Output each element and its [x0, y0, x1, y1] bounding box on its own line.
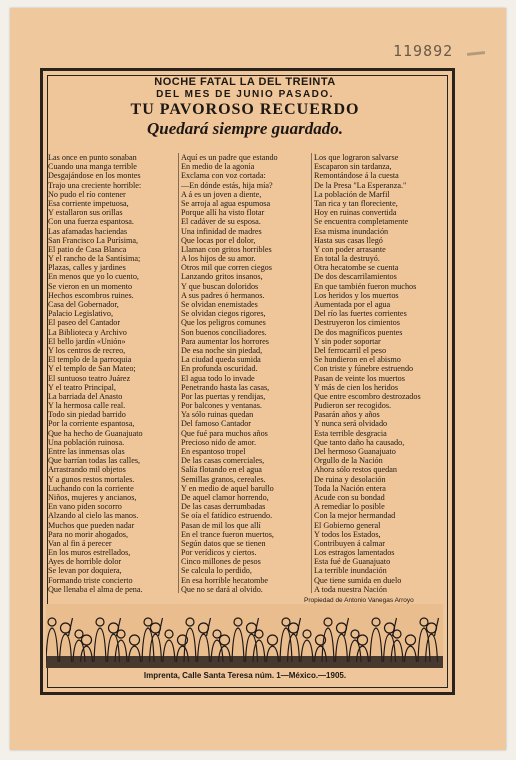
- verse-line: El templo de la parroquia: [48, 355, 132, 365]
- verse-line: El bello jardín «Unión»: [48, 336, 126, 346]
- verse-line: La población de Marfil: [314, 189, 390, 199]
- verse-line: Formando triste concierto: [48, 575, 133, 585]
- verse-line: Acude con su bondad: [314, 492, 385, 502]
- verse-line: Que entre escombro destrozados: [314, 391, 421, 401]
- verse-column-2: [181, 153, 307, 594]
- verse-line: En que también fueron muchos: [314, 281, 417, 291]
- verse-line: En menos que yo lo cuento,: [48, 272, 139, 282]
- verse-line: Pasan de veinte los muertos: [314, 373, 405, 383]
- title-block: [46, 76, 444, 146]
- verse-line: Con triste y fúnebre estruendo: [314, 364, 414, 374]
- verse-line: La Biblioteca y Archivo: [48, 327, 127, 337]
- verse-line: El cadáver de su esposa.: [181, 217, 261, 227]
- verse-line: Que barrían todas las calles,: [48, 456, 141, 466]
- verse-line: De dos magníficos puentes: [314, 327, 403, 337]
- verse-line: Toda la Nación entera: [314, 483, 386, 493]
- verse-line: Salía flotando en el agua: [181, 465, 262, 475]
- verse-line: Hasta sus casas llegó: [314, 235, 383, 245]
- verse-line: Se vieron en un momento: [48, 281, 133, 291]
- verse-line: Se hundieron en el abismo: [314, 355, 401, 365]
- verse-line: Pudieron ser recogidos.: [314, 401, 392, 411]
- imprint-footer: Imprenta, Calle Santa Teresa núm. 1—México.—1905.: [143, 671, 347, 680]
- verse-line: Se olvidan enemistades: [181, 300, 258, 309]
- verse-line: Son buenos conciliadores.: [181, 327, 267, 337]
- verse-line: En vano piden socorro: [48, 502, 122, 512]
- verse-line: Hechos escombros ruines.: [48, 290, 134, 300]
- verse-line: Por la corriente espantosa,: [48, 419, 135, 429]
- verse-line: Luchando con la corriente: [48, 483, 134, 493]
- verse-line: Y que buscan doloridos: [181, 281, 259, 291]
- verse-line: Llaman con gritos horribles: [181, 244, 272, 254]
- verse-line: Se calcula lo perdido,: [181, 566, 252, 576]
- verse-line: Ya sólo ruinas quedan: [181, 410, 254, 420]
- verse-line: Las once en punto sonaban: [48, 153, 137, 162]
- verse-line: Los que lograron salvarse: [314, 153, 399, 162]
- verse-line: Del río las fuertes corrientes: [314, 309, 407, 319]
- verse-line: Se oía el fatídico estruendo.: [181, 511, 273, 521]
- verse-line: Pasan de mil los que allí: [181, 520, 261, 530]
- verse-line: Para aumentar los horrores: [181, 336, 269, 346]
- verse-line: Porque allí ha visto flotar: [181, 208, 265, 218]
- verse-line: Muchos que pueden nadar: [48, 520, 135, 530]
- verse-line: Penetrando hasta las casas,: [181, 382, 270, 392]
- verse-line: Por verídicos y ciertos.: [181, 548, 257, 558]
- verse-line: El paseo del Cantador: [48, 318, 121, 328]
- verse-line: Alzando al cielo las manos.: [48, 511, 139, 521]
- verse-line: Y el teatro Principal,: [48, 382, 116, 392]
- verse-line: Cuando una manga terrible: [48, 162, 137, 172]
- verse-line: De aquel clamor horrendo,: [181, 492, 269, 502]
- verse-line: De esa noche sin piedad,: [181, 345, 263, 355]
- verse-line: La barriada del Anasto: [48, 391, 123, 401]
- verse-line: Ahora sólo restos quedan: [314, 465, 397, 475]
- verse-line: Esa misma inundación: [314, 226, 389, 236]
- verse-line: Pasarán años y años: [314, 410, 380, 420]
- verse-line: Esta terrible desgracia: [314, 428, 387, 438]
- column-divider: [178, 153, 179, 593]
- verse-line: Que tiene sumida en duelo: [314, 575, 402, 585]
- verse-line: Y con poder arrasante: [314, 244, 386, 254]
- verse-line: A toda nuestra Nación: [314, 584, 387, 594]
- verse-line: A remediar lo posible: [314, 502, 385, 512]
- verse-line: Por balcones y ventanas.: [181, 401, 262, 411]
- verse-line: Por las puertas y rendijas,: [181, 391, 266, 401]
- verse-line: Aumentada por el agua: [314, 300, 391, 309]
- verse-line: Y sin poder soportar: [314, 336, 381, 346]
- title-line-4: Quedará siempre guardado.: [147, 119, 343, 138]
- verse-line: Y en medio de aquel barullo: [181, 483, 274, 493]
- catalog-number: 119892: [393, 42, 454, 60]
- verse-line: Y estallaron sus orillas: [48, 208, 123, 218]
- verse-line: Palacio Legislativo,: [48, 309, 114, 319]
- verse-line: Tan rica y tan floreciente,: [314, 198, 398, 208]
- verse-line: Del hermoso Guanajuato: [314, 447, 396, 456]
- verse-line: Se encuentra completamente: [314, 217, 409, 227]
- verse-line: Esta fué de Guanajuato: [314, 557, 391, 567]
- verse-line: Y a gunos restos mortales.: [48, 474, 135, 484]
- verse-line: No pudo el río contener: [48, 189, 126, 199]
- verse-line: Ayes de horrible dolor: [48, 557, 122, 567]
- verse-line: Remontándose á la cuesta: [314, 171, 399, 181]
- verse-line: Y el templo de San Mateo;: [48, 364, 136, 374]
- verse-line: El agua todo lo invade: [181, 373, 255, 383]
- title-line-3: TU PAVOROSO RECUERDO: [130, 101, 360, 118]
- verse-line: Otros mil que corren ciegos: [181, 263, 272, 273]
- verse-line: Los heridos y los muertos: [314, 290, 399, 300]
- column-divider: [311, 153, 312, 593]
- verse-line: Plazas, calles y jardines: [48, 263, 126, 273]
- verse-line: Destruyeron los cimientos: [314, 318, 400, 328]
- verse-line: Exclama con voz cortada:: [181, 171, 266, 181]
- verse-line: Según datos que se tienen: [181, 538, 266, 548]
- verse-line: En el trance fueron muertos,: [181, 529, 274, 539]
- verse-line: Con la mejor hermandad: [314, 511, 396, 521]
- verse-line: La terrible inundación: [314, 566, 387, 576]
- verse-line: Para no morir ahogados,: [48, 529, 129, 539]
- verse-line: Las afamadas haciendas: [48, 226, 128, 236]
- verse-line: Semillas granos, cereales.: [181, 474, 266, 484]
- verse-line: Niños, mujeres y ancianos,: [48, 492, 137, 502]
- verse-line: En total la destruyó.: [314, 254, 380, 264]
- credit-line: Propiedad de Antonio Vanegas Arroyo: [304, 597, 414, 604]
- verse-line: Una infinidad de madres: [181, 226, 262, 236]
- verse-line: Que no se dará al olvido.: [181, 584, 263, 594]
- verse-line: Entre las inmensas olas: [48, 447, 125, 456]
- verse-line: Casa del Gobernador,: [48, 300, 119, 309]
- verse-line: Que tanto daño ha causado,: [314, 437, 405, 447]
- verse-line: Se arroja al agua espumosa: [181, 198, 271, 208]
- verse-line: Del ferrocarril el peso: [314, 345, 387, 355]
- verse-line: Escaparon sin tardanza,: [314, 162, 392, 172]
- verse-line: Lanzando gritos insanos,: [181, 272, 263, 282]
- verse-line: Se olvidan ciegos rigores,: [181, 309, 266, 319]
- verse-line: Que ha hecho de Guanajuato: [48, 428, 143, 438]
- verse-line: A á es un joven a diente,: [181, 189, 262, 199]
- verse-line: Hoy en ruinas convertida: [314, 208, 397, 218]
- verse-line: Con una fuerza espantosa.: [48, 217, 134, 227]
- verse-line: San Francisco La Purísima,: [48, 235, 139, 245]
- verse-line: En medio de la agonía: [181, 162, 255, 172]
- verse-line: Que llenaba el alma de pena.: [48, 584, 143, 594]
- verse-line: Y nunca será olvidado: [314, 419, 388, 429]
- verse-line: Y la hermosa calle real.: [48, 401, 126, 411]
- verse-line: Que los peligros comunes: [181, 318, 266, 328]
- verse-line: Los estragos lamentados: [314, 548, 395, 558]
- verse-line: De dos descarrilamientos: [314, 272, 397, 282]
- verse-line: En esa horrible hecatombe: [181, 575, 269, 585]
- title-line-2: DEL MES DE JUNIO PASADO.: [156, 89, 334, 100]
- verse-line: De las casas derrumbadas: [181, 502, 266, 512]
- verse-line: El suntuoso teatro Juárez: [48, 373, 131, 383]
- verse-line: De la Presa "La Esperanza.": [314, 180, 407, 190]
- verse-line: En espantoso tropel: [181, 447, 246, 456]
- verse-line: Que fué para muchos años: [181, 428, 268, 438]
- verse-line: Del famoso Cantador: [181, 419, 252, 429]
- title-line-1: NOCHE FATAL LA DEL TREINTA: [154, 76, 336, 88]
- verse-line: A los hijos de su amor.: [181, 254, 256, 264]
- verse-line: Se levan por doquiera,: [48, 566, 122, 576]
- verse-line: Y todos los Estados,: [314, 529, 381, 539]
- verse-line: Precioso nido de amor.: [181, 437, 257, 447]
- verse-line: La ciudad queda sumida: [181, 355, 261, 365]
- verse-line: Una población ruinosa.: [48, 437, 125, 447]
- verse-line: Cinco millones de pesos: [181, 557, 261, 567]
- verse-line: En profunda oscuridad.: [181, 364, 258, 374]
- verse-line: Trajo una creciente horrible:: [48, 180, 142, 190]
- verse-line: Aquí es un padre que estando: [181, 153, 278, 162]
- verse-line: Desgajándose en los montes: [48, 171, 141, 181]
- verse-line: De ruina y desolación: [314, 474, 386, 484]
- verse-line: Orgullo de la Nación: [314, 456, 383, 466]
- verse-line: Arrastrando mil objetos: [48, 465, 126, 475]
- verse-line: —En dónde estás, hija mía?: [181, 180, 273, 190]
- verse-line: Y el rancho de la Santísima;: [48, 254, 141, 264]
- verse-line: Esa corriente impetuosa,: [48, 198, 129, 208]
- verse-line: El Gobierno general: [314, 520, 381, 530]
- verse-line: El patio de Casa Blanca: [48, 244, 127, 254]
- verse-line: A sus padres ó hermanos.: [181, 290, 265, 300]
- verse-line: Contribuyen á calmar: [314, 538, 385, 548]
- verse-line: Van al fin á perecer: [48, 538, 112, 548]
- verse-column-1: [48, 153, 174, 594]
- verse-line: Otra hecatombe se cuenta: [314, 263, 399, 273]
- verse-column-3: [314, 153, 440, 594]
- verse-line: Y más de cien los heridos: [314, 382, 399, 392]
- verse-line: De las casas comerciales,: [181, 456, 265, 466]
- crowd-illustration: [46, 604, 443, 668]
- verse-line: En los muros estrellados,: [48, 548, 131, 558]
- verse-line: Y los centros de recreo,: [48, 345, 126, 355]
- verse-line: Todo sin piedad barrido: [48, 410, 126, 420]
- verse-line: Que locas por el dolor,: [181, 235, 256, 245]
